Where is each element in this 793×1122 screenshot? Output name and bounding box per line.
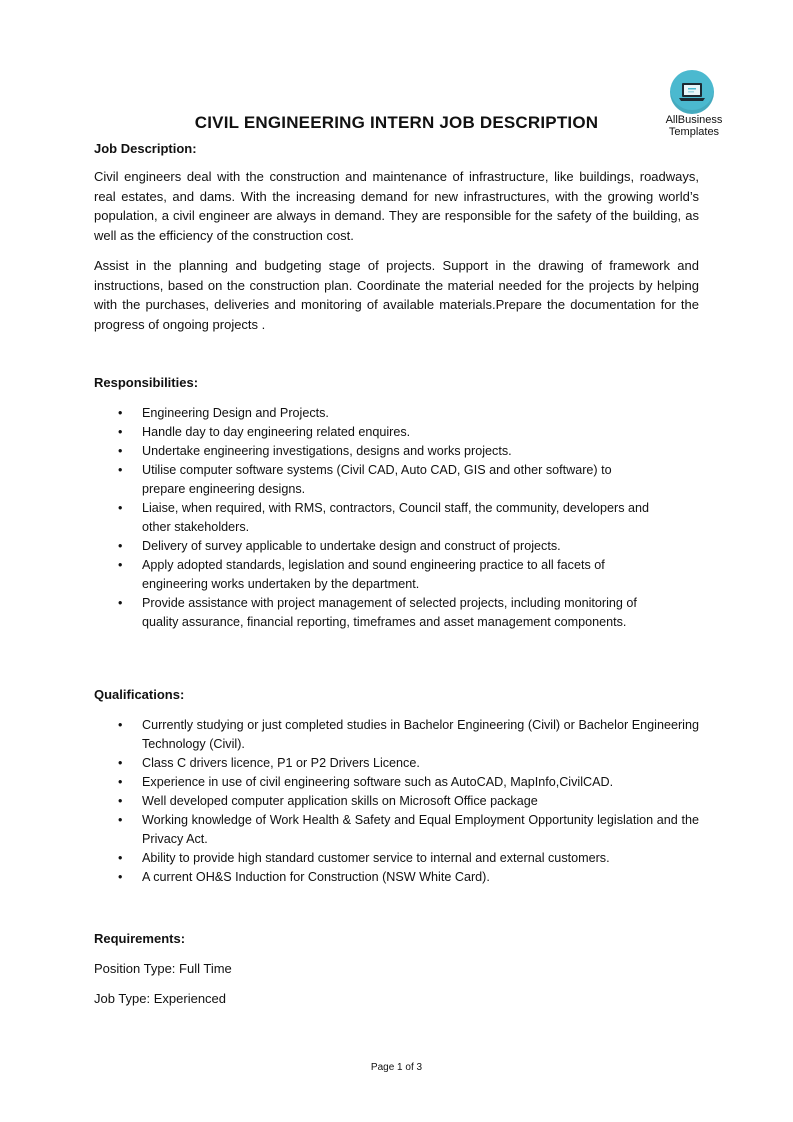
bullet-icon: • (118, 501, 123, 515)
position-type: Position Type: Full Time (94, 961, 232, 976)
bullet-icon: • (118, 756, 123, 770)
list-item: • Experience in use of civil engineering software such as AutoCAD, MapInfo,CivilCAD. (94, 773, 699, 792)
requirements-heading: Requirements: (94, 931, 186, 946)
page-number: Page 1 of 3 (370, 1062, 423, 1073)
bullet-icon: • (118, 596, 123, 610)
laptop-icon (670, 70, 714, 114)
brand-line-2: Templates (668, 126, 720, 138)
job-description-heading: Job Description: (94, 141, 197, 156)
list-item: • Currently studying or just completed studies in Bachelor Engineering (Civil) or Bachelor Engineering Technology (Civil). (118, 718, 699, 751)
list-item: • Well developed computer application skills on Microsoft Office package (94, 792, 699, 811)
bullet-icon: • (118, 406, 123, 420)
brand-logo (670, 70, 714, 114)
brand-line-1: AllBusiness (665, 114, 723, 126)
list-item: • Handle day to day engineering related enquires. (94, 423, 654, 442)
bullet-icon: • (118, 539, 123, 553)
responsibilities-heading: Responsibilities: (94, 375, 199, 390)
qualifications-heading: Qualifications: (94, 687, 185, 702)
bullet-icon: • (118, 775, 123, 789)
bullet-icon: • (118, 870, 123, 884)
responsibilities-list (94, 404, 654, 632)
list-item: • A current OH&S Induction for Construction (NSW White Card). (94, 868, 699, 887)
list-item: • Liaise, when required, with RMS, contractors, Council staff, the community, developers and other stakeholders. (118, 501, 650, 534)
list-item: • Utilise computer software systems (Civil CAD, Auto CAD, GIS and other software) to prepare engineering designs. (118, 463, 612, 496)
job-description-paragraph-2: Assist in the planning and budgeting stage of projects. Support in the drawing of framework and instructions, based on the construction plan. Coordinate the material needed for the projects by helping with the purchases, deliveries and monitoring of available materials.Prepare the documentation for the progress of ongoing projects . (94, 258, 699, 332)
list-item: • Engineering Design and Projects. (94, 404, 654, 423)
job-description-paragraph-1: Civil engineers deal with the construction and maintenance of infrastructure, like buildings, roadways, real estates, and dams. With the increasing demand for new infrastructures, with the growing world’s population, a civil engineer are always in demand. They are responsible for the safety of the building, as well as the efficiency of the construction cost. (94, 169, 699, 243)
qualifications-list (94, 716, 699, 887)
bullet-icon: • (118, 718, 123, 732)
job-type: Job Type: Experienced (94, 991, 227, 1006)
bullet-icon: • (118, 813, 123, 827)
bullet-icon: • (118, 794, 123, 808)
list-item: • Provide assistance with project management of selected projects, including monitoring of quality assurance, financial reporting, timeframes and asset management components. (118, 596, 637, 629)
bullet-icon: • (118, 463, 123, 477)
list-item: • Delivery of survey applicable to undertake design and construct of projects. (94, 537, 654, 556)
bullet-icon: • (118, 558, 123, 572)
list-item: • Ability to provide high standard customer service to internal and external customers. (94, 849, 699, 868)
bullet-icon: • (118, 851, 123, 865)
document-title: CIVIL ENGINEERING INTERN JOB DESCRIPTION (194, 113, 599, 132)
list-item: • Apply adopted standards, legislation and sound engineering practice to all facets of engineering works undertaken by the department. (118, 558, 605, 591)
list-item: • Working knowledge of Work Health & Safety and Equal Employment Opportunity legislation and the Privacy Act. (118, 813, 699, 846)
list-item: • Class C drivers licence, P1 or P2 Drivers Licence. (94, 754, 699, 773)
bullet-icon: • (118, 444, 123, 458)
bullet-icon: • (118, 425, 123, 439)
list-item: • Undertake engineering investigations, designs and works projects. (94, 442, 654, 461)
